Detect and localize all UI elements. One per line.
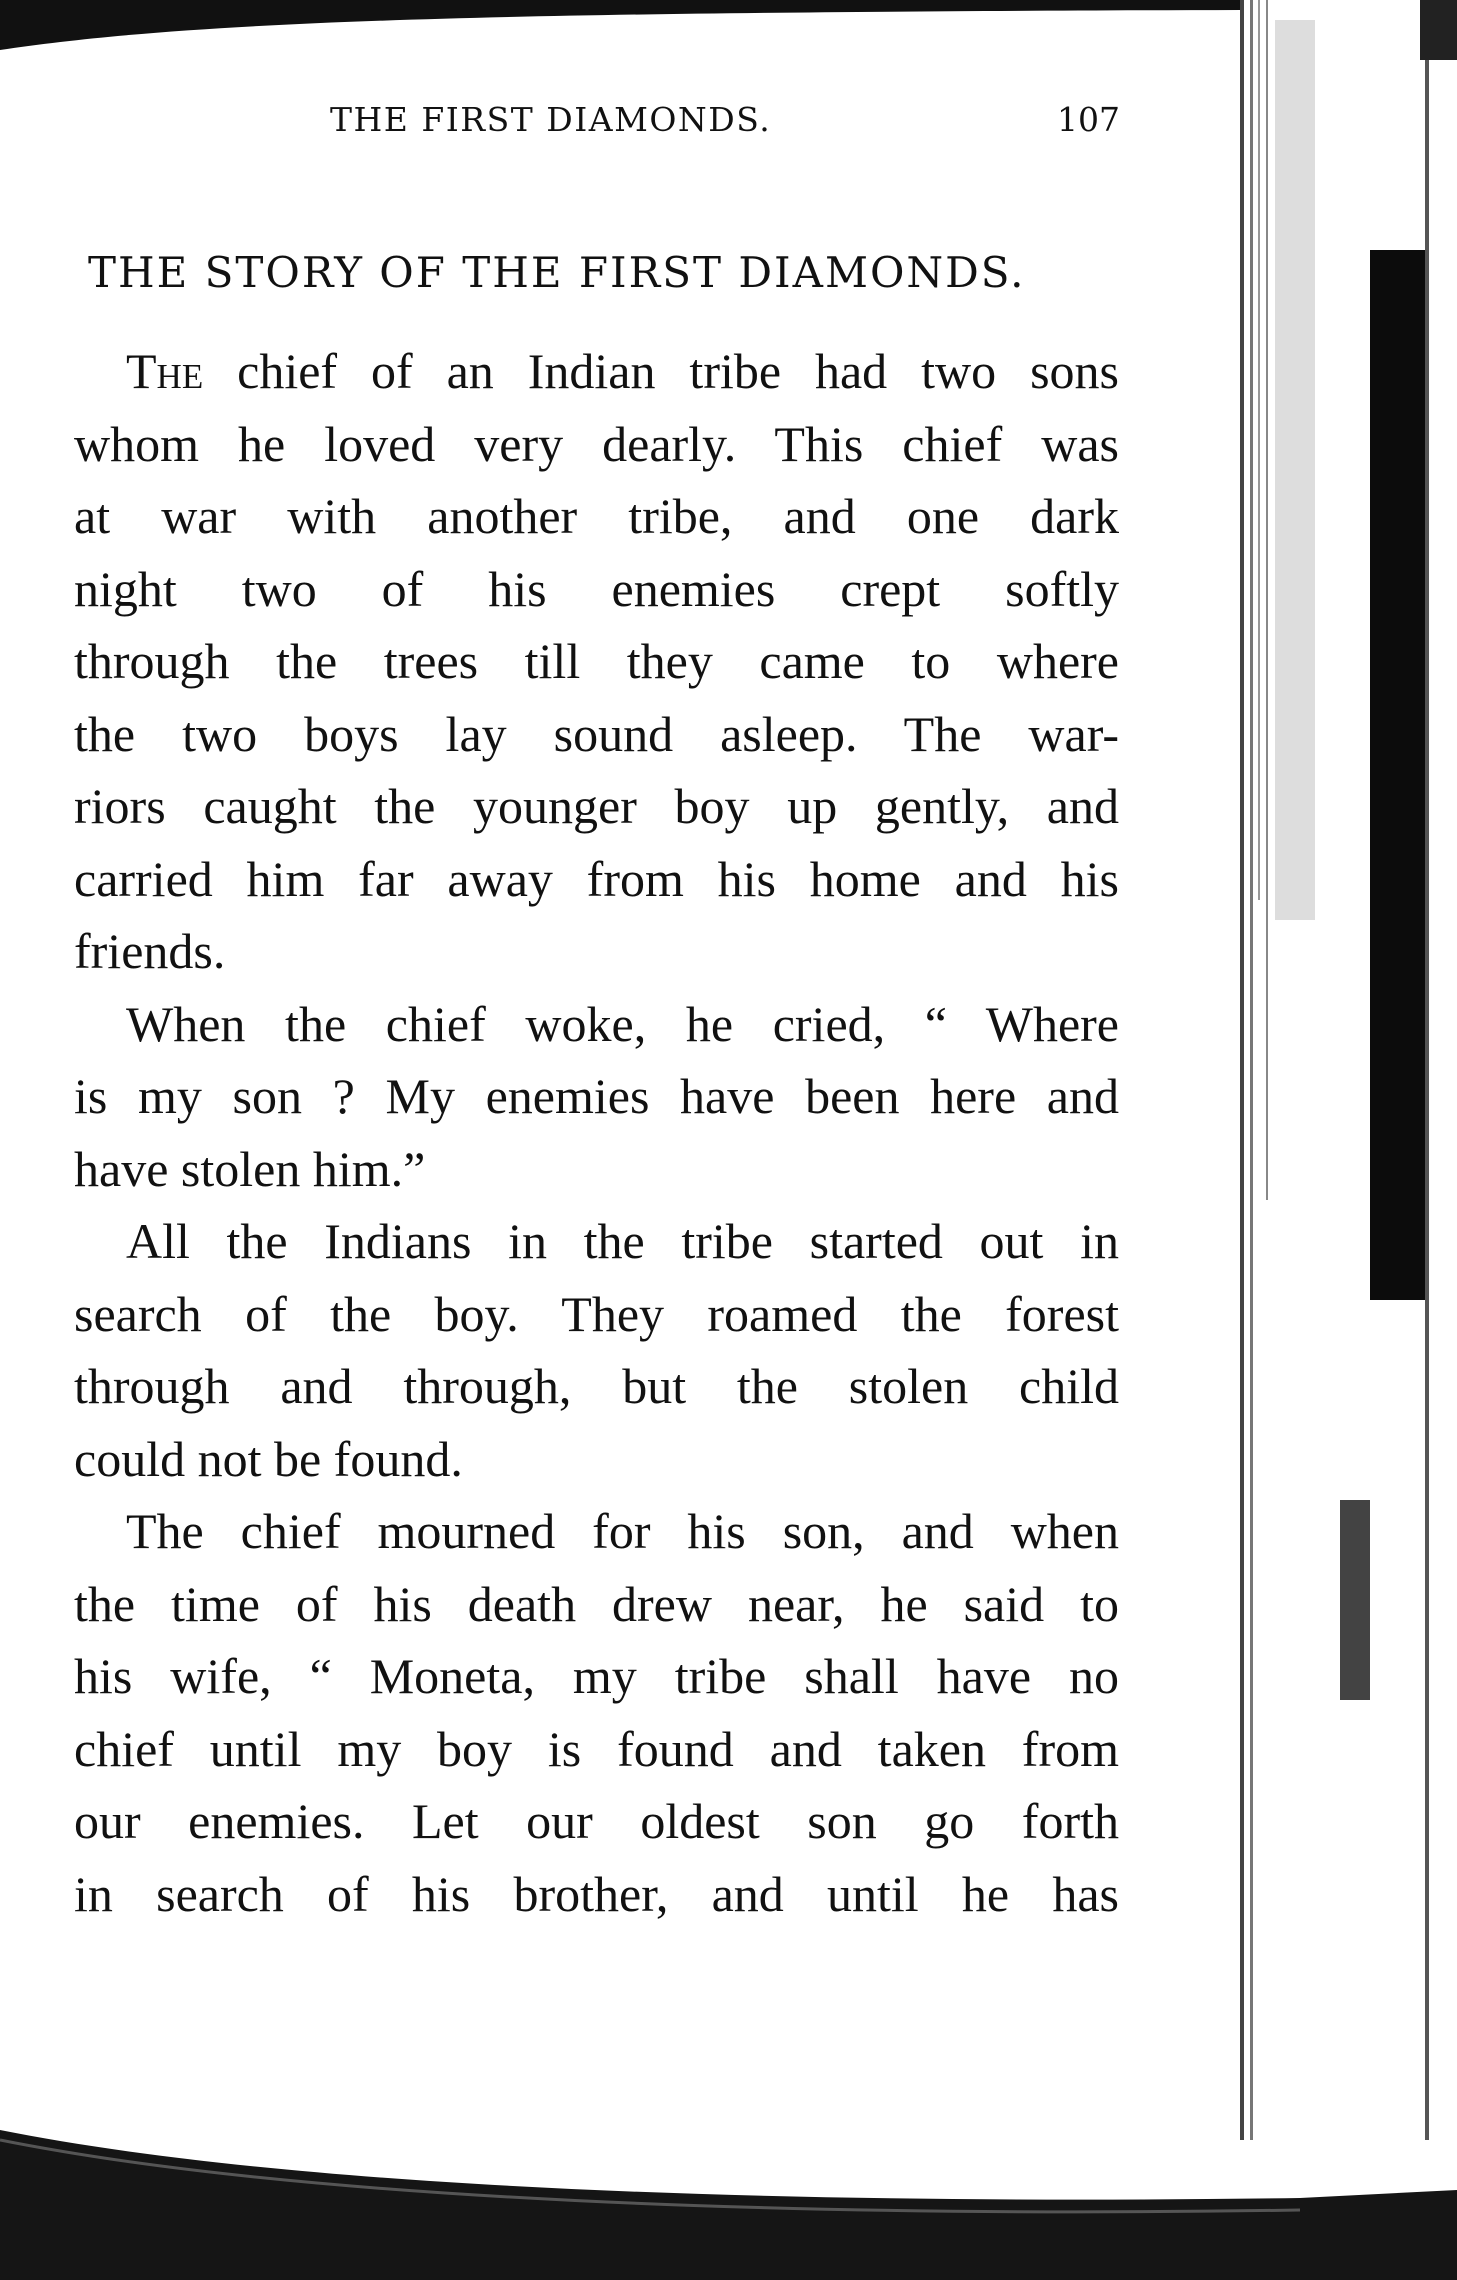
paragraph-3-line-1: All the Indians in the tribe started out in [126,1213,1119,1269]
paragraph-2-line-3: have stolen him.” [74,1140,426,1197]
paragraph-1-line-7: riors caught the younger boy up gently, and [74,778,1119,834]
scan-shadow-top [0,0,1240,60]
scan-shadow-bottom [0,2130,1457,2280]
paragraph-1-line-5: through the trees till they came to where [74,633,1119,689]
paragraph-4-line-3: his wife, “ Moneta, my tribe shall have no [74,1648,1119,1704]
paragraph-1-line-4: night two of his enemies crept softly [74,560,1119,617]
page-number: 107 [1057,100,1120,139]
story-body [74,335,1119,1930]
paragraph-4-line-5: our enemies. Let our oldest son go forth [74,1793,1119,1849]
paragraph-1-line-9: friends. [74,923,226,979]
paragraph-1-lead: The [126,343,204,399]
paragraph-1-line-2: whom he loved very dearly. This chief was [74,415,1119,472]
paragraph-4-line-2: the time of his death drew near, he said to [74,1575,1119,1632]
paragraph-4-line-4: chief until my boy is found and taken from [74,1720,1119,1777]
page-header [330,100,1120,160]
paragraph-3-line-2: search of the boy. They roamed the forest [74,1285,1119,1342]
story-title: THE STORY OF THE FIRST DIAMONDS. [88,248,1026,297]
running-head: THE FIRST DIAMONDS. [330,100,772,139]
paragraph-3-line-3: through and through, but the stolen child [74,1358,1119,1414]
paragraph-1-line-6: the two boys lay sound asleep. The war- [74,705,1119,762]
paragraph-1-line-3: at war with another tribe, and one dark [74,488,1119,544]
paragraph-1-line-1 [74,335,1119,408]
paragraph-2-line-1: When the chief woke, he cried, “ Where [126,995,1119,1052]
binding-edge [1220,0,1457,2280]
paragraph-4-line-6: in search of his brother, and until he has [74,1865,1119,1922]
paragraph-1-line-8: carried him far away from his home and his [74,850,1119,907]
paragraph-3-line-4: could not be found. [74,1430,463,1487]
paragraph-4-line-1: The chief mourned for his son, and when [126,1503,1119,1559]
paragraph-2-line-2: is my son ? My enemies have been here and [74,1068,1119,1124]
paragraph-1-line-1-text: chief of an Indian tribe had two sons [203,343,1119,399]
